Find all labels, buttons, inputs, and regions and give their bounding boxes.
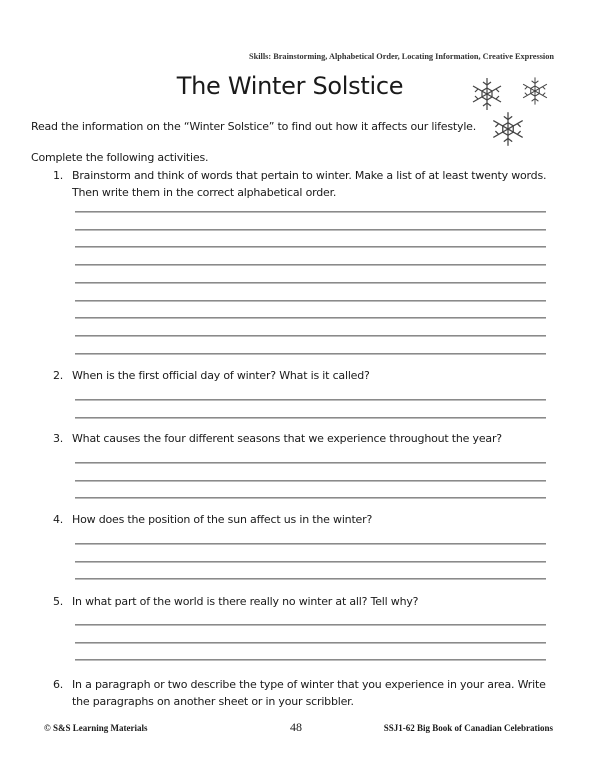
answer-line[interactable]: [75, 543, 546, 545]
snowflake-icon: [486, 108, 530, 150]
question-text: How does the position of the sun affect us in the winter?: [72, 513, 373, 526]
page-title: The Winter Solstice: [176, 72, 404, 100]
skills-label: Skills: Brainstorming, Alphabetical Order, Locating Information, Creative Expression: [249, 52, 554, 61]
answer-line[interactable]: [75, 335, 546, 337]
snowflake-icon: [518, 74, 552, 108]
answer-line[interactable]: [75, 480, 546, 482]
question-number: 2.: [53, 369, 64, 382]
answer-line[interactable]: [75, 211, 546, 213]
answer-line[interactable]: [75, 282, 546, 284]
instructions-text: Complete the following activities.: [31, 151, 209, 164]
question-text: Then write them in the correct alphabetical order.: [72, 186, 337, 199]
answer-line[interactable]: [75, 246, 546, 248]
answer-line[interactable]: [75, 353, 546, 355]
question-text: When is the first official day of winter? What is it called?: [72, 369, 370, 382]
answer-line[interactable]: [75, 417, 546, 419]
copyright-label: © S&S Learning Materials: [44, 723, 148, 733]
answer-line[interactable]: [75, 561, 546, 563]
page-number: 48: [290, 720, 302, 734]
answer-line[interactable]: [75, 264, 546, 266]
question-text: the paragraphs on another sheet or in your scribbler.: [72, 695, 354, 708]
question-text: Brainstorm and think of words that pertain to winter. Make a list of at least twenty words.: [72, 169, 547, 182]
question-number: 4.: [53, 513, 64, 526]
question-text: In a paragraph or two describe the type of winter that you experience in your area. Write: [72, 678, 546, 691]
question-number: 1.: [53, 169, 64, 182]
answer-line[interactable]: [75, 300, 546, 302]
answer-line[interactable]: [75, 497, 546, 499]
answer-line[interactable]: [75, 578, 546, 580]
question-number: 6.: [53, 678, 64, 691]
question-text: In what part of the world is there really no winter at all? Tell why?: [72, 595, 419, 608]
answer-line[interactable]: [75, 624, 546, 626]
question-number: 3.: [53, 432, 64, 445]
answer-line[interactable]: [75, 642, 546, 644]
answer-line[interactable]: [75, 317, 546, 319]
answer-line[interactable]: [75, 462, 546, 464]
answer-line[interactable]: [75, 659, 546, 661]
intro-text: Read the information on the “Winter Solstice” to find out how it affects our lifestyle.: [31, 120, 477, 133]
question-number: 5.: [53, 595, 64, 608]
answer-line[interactable]: [75, 229, 546, 231]
question-text: What causes the four different seasons that we experience throughout the year?: [72, 432, 502, 445]
answer-line[interactable]: [75, 399, 546, 401]
book-title: SSJ1-62 Big Book of Canadian Celebrations: [383, 723, 553, 733]
